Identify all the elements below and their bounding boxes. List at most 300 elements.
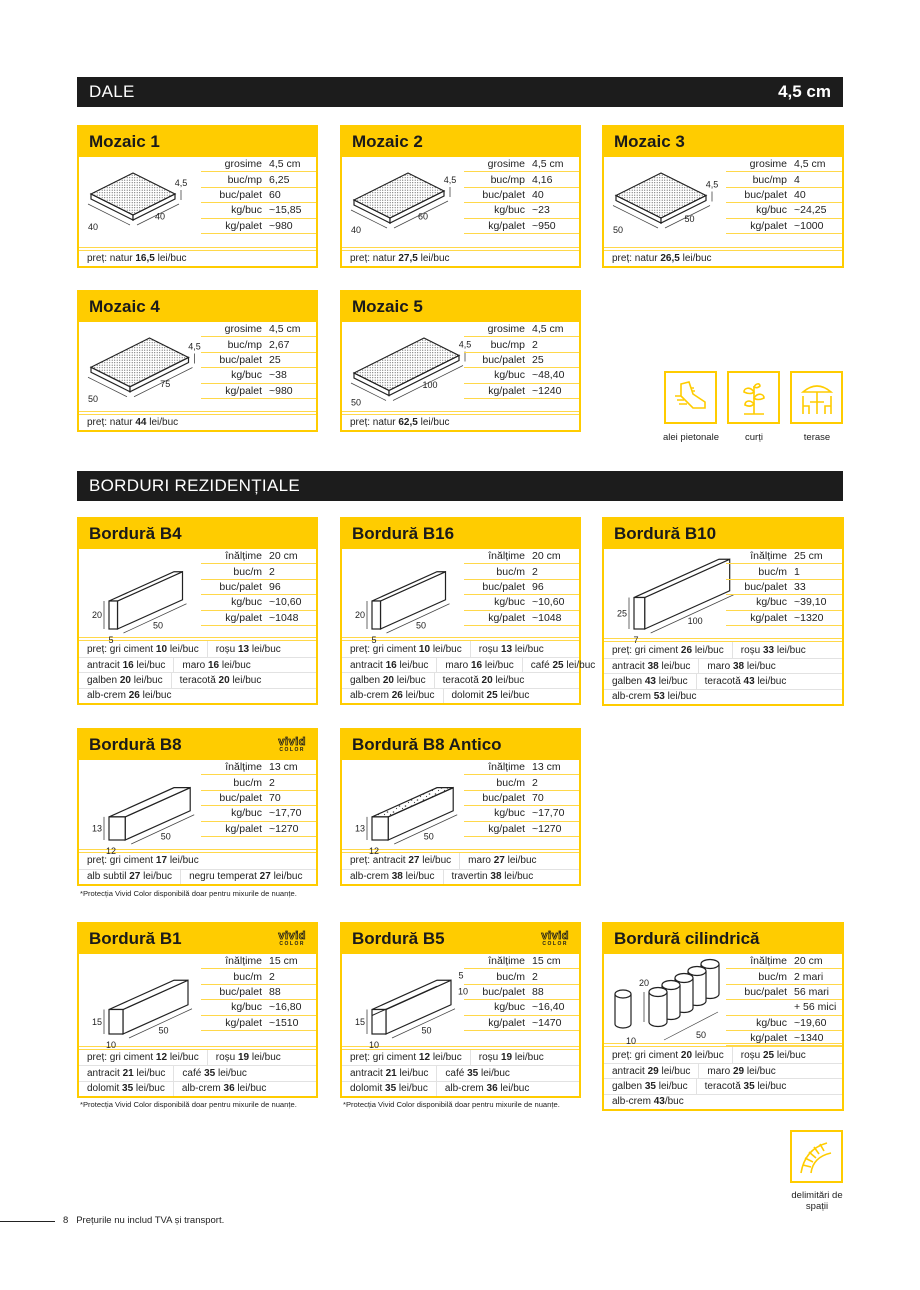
price-value: 29 <box>647 1065 659 1077</box>
spec-label: buc/m <box>233 970 262 983</box>
spec-label: kg/palet <box>750 219 787 232</box>
dimension-label: 50 <box>415 620 427 631</box>
spec-table <box>201 549 316 626</box>
spec-label: buc/palet <box>744 188 787 201</box>
price-list <box>604 247 842 266</box>
spec-value: ~48,40 <box>532 369 565 382</box>
spec-table <box>464 157 579 234</box>
price-row <box>342 415 579 430</box>
spec-row <box>201 384 316 399</box>
spec-value: ~950 <box>532 219 556 232</box>
price-row <box>79 672 316 687</box>
price-unit: lei/buc <box>655 1080 688 1092</box>
use-icon-box <box>664 371 717 424</box>
card-body <box>342 157 579 247</box>
card-header <box>342 127 579 157</box>
price-unit: lei/buc <box>139 690 172 702</box>
price-cell <box>342 1050 470 1065</box>
spec-row <box>464 157 579 172</box>
price-unit: lei/buc <box>133 1067 166 1079</box>
section-header-dale <box>77 77 843 107</box>
price-color: maro <box>707 1065 733 1077</box>
price-list <box>342 247 579 266</box>
spec-row <box>464 775 579 790</box>
spec-value: ~23 <box>532 204 550 217</box>
price-row <box>79 251 316 266</box>
spec-row <box>464 384 579 399</box>
card-body <box>79 549 316 645</box>
product-card <box>340 922 581 1098</box>
spec-value: ~980 <box>269 219 293 232</box>
spec-value: 25 <box>532 353 544 366</box>
spec-value: 13 cm <box>269 761 298 774</box>
spec-label: buc/m <box>758 565 787 578</box>
spec-row <box>201 954 316 969</box>
spec-value: 2 <box>269 970 275 983</box>
price-cell <box>443 870 542 884</box>
price-value: 62,5 <box>398 416 418 428</box>
price-cell <box>604 251 720 266</box>
spec-label: kg/palet <box>225 219 262 232</box>
price-unit: lei/buc <box>774 1049 806 1061</box>
spec-label: buc/m <box>233 776 262 789</box>
dimension-label: 50 <box>350 397 362 408</box>
price-color: galben <box>612 1080 645 1092</box>
product-card <box>602 517 844 706</box>
spec-table <box>201 157 316 234</box>
price-unit: lei/buc <box>754 1080 787 1092</box>
spec-row <box>726 549 842 564</box>
price-cell <box>173 658 258 672</box>
dimension-label: 4,5 <box>443 175 457 185</box>
use-icon-box <box>790 1130 843 1183</box>
price-color: negru temperat <box>189 871 260 883</box>
spec-row <box>726 219 842 234</box>
price-value: 25 <box>552 659 564 671</box>
price-color: antracit <box>612 1065 648 1077</box>
price-unit: lei/buc <box>396 1067 429 1079</box>
dimension-label: 20 <box>354 610 366 620</box>
spec-label: kg/palet <box>488 822 525 835</box>
spec-value: 13 cm <box>532 761 561 774</box>
price-value: 21 <box>122 1067 134 1079</box>
dimension-label: 20 <box>638 978 650 988</box>
price-cell <box>342 1082 436 1096</box>
price-unit: lei/buc <box>167 855 199 867</box>
slab-illustration <box>81 324 201 414</box>
dimension-label: 15 <box>91 1016 103 1027</box>
spec-label: grosime <box>487 323 525 336</box>
terrace-table-icon <box>797 378 837 418</box>
price-unit: lei/buc <box>482 659 514 671</box>
curb-illustration <box>606 551 726 646</box>
price-value: 16 <box>207 659 220 671</box>
price-cell <box>207 1050 289 1065</box>
spec-label: kg/buc <box>231 204 262 217</box>
card-header <box>342 924 579 954</box>
dimension-label: 10 <box>368 1040 380 1050</box>
spec-row <box>201 969 316 984</box>
dimension-label: 40 <box>350 225 362 235</box>
curb-illustration <box>344 956 469 1051</box>
price-color: alb-crem <box>350 690 392 702</box>
dimension-label: 5 <box>108 635 114 645</box>
price-value: 12 <box>155 1052 168 1064</box>
price-unit: lei/buc <box>658 1065 691 1077</box>
spec-row <box>464 353 579 368</box>
price-row <box>342 251 579 266</box>
price-value: 10 <box>418 643 431 655</box>
price-value: 36 <box>486 1083 498 1095</box>
price-unit: lei/buc <box>692 644 724 656</box>
price-color: café <box>182 1067 205 1079</box>
price-unit: lei/buc <box>754 675 787 687</box>
price-unit: lei/buc <box>430 1052 462 1064</box>
spec-value: 20 cm <box>794 955 823 968</box>
curb-illustration <box>81 762 201 857</box>
spec-label: grosime <box>224 158 262 171</box>
spec-row <box>464 595 579 610</box>
card-body <box>604 954 842 1046</box>
spec-label: kg/buc <box>231 1001 262 1014</box>
spec-label: buc/palet <box>219 791 262 804</box>
spec-row <box>464 219 579 234</box>
price-unit: lei/buc <box>512 1052 544 1064</box>
price-row <box>342 1050 579 1065</box>
price-value: 44 <box>135 416 147 428</box>
spec-row <box>726 1000 842 1015</box>
price-color: dolomit <box>87 1083 123 1095</box>
price-unit: lei/buc <box>402 871 435 883</box>
price-value: 38 <box>647 660 659 672</box>
price-value: 25 <box>486 690 498 702</box>
card-body <box>342 954 579 1050</box>
vivid-footnote: *Protecția Vivid Color disponibilă doar pentru mixurile de nuanțe. <box>343 1100 560 1109</box>
spec-value: 20 cm <box>269 550 298 563</box>
price-value: 17 <box>155 855 168 867</box>
spec-row <box>201 322 316 337</box>
spec-row <box>726 188 842 203</box>
spec-table <box>726 157 842 234</box>
price-color: café <box>445 1067 468 1079</box>
plant-icon <box>734 378 774 418</box>
dimension-label: 50 <box>695 1030 707 1040</box>
logo-word: vivid <box>278 736 306 748</box>
spec-row <box>464 954 579 969</box>
spec-row <box>464 203 579 218</box>
shoe-icon <box>671 378 711 418</box>
card-header <box>342 730 579 760</box>
spec-row <box>201 985 316 1000</box>
product-card <box>340 517 596 705</box>
spec-table <box>464 322 579 399</box>
spec-label: kg/buc <box>231 807 262 820</box>
spec-row <box>464 580 579 595</box>
dimension-label: 7 <box>633 635 639 645</box>
spec-value: ~1048 <box>532 611 562 624</box>
price-color: antracit <box>350 659 386 671</box>
spec-value: 15 cm <box>269 955 298 968</box>
curb-illustration <box>81 551 201 646</box>
dimension-label: 50 <box>421 1025 432 1036</box>
card-body <box>342 322 579 411</box>
price-row <box>604 1078 842 1093</box>
card-body <box>604 549 842 645</box>
price-color: roșu <box>478 643 501 655</box>
price-value: 35 <box>122 1083 134 1095</box>
section-title: BORDURI REZIDENȚIALE <box>89 476 300 495</box>
spec-label: buc/palet <box>482 188 525 201</box>
spec-row <box>726 203 842 218</box>
price-color: maro <box>468 855 494 867</box>
spec-label: înălțime <box>225 761 262 774</box>
price-unit: lei/buc <box>504 855 537 867</box>
spec-value: 4,5 cm <box>269 323 301 336</box>
price-unit: lei/buc <box>744 1065 776 1077</box>
price-color: alb-crem <box>612 1096 654 1108</box>
price-row <box>79 657 316 672</box>
price-cell <box>436 1066 518 1080</box>
spec-row <box>201 219 316 234</box>
spec-label: buc/palet <box>482 791 525 804</box>
price-color: galben <box>612 675 645 687</box>
price-cell <box>180 870 310 884</box>
curb-illustration <box>344 551 464 646</box>
price-cell <box>79 415 186 430</box>
dimension-label: 50 <box>684 213 695 224</box>
spec-label: buc/m <box>496 565 525 578</box>
spec-label: buc/m <box>496 776 525 789</box>
price-unit: lei/buc <box>658 660 691 672</box>
price-color: preț: gri ciment <box>87 1052 156 1064</box>
price-cell <box>696 1079 795 1093</box>
spec-value: 2 <box>532 565 538 578</box>
price-unit: lei/buc <box>512 643 544 655</box>
product-title: Mozaic 5 <box>352 297 423 316</box>
price-color: alb-crem <box>181 1083 224 1095</box>
price-unit: lei/buc <box>497 1083 530 1095</box>
price-value: 27 <box>259 871 271 883</box>
price-row <box>342 657 596 672</box>
spec-value: + 56 mici <box>794 1001 837 1014</box>
price-value: 35 <box>644 1080 656 1092</box>
spec-value: 60 <box>269 188 281 201</box>
spec-table <box>201 322 316 399</box>
spec-row <box>464 172 579 187</box>
spec-label: buc/palet <box>744 985 787 998</box>
price-color: alb-crem <box>87 690 129 702</box>
price-cell <box>342 1066 436 1080</box>
price-cell <box>436 1082 538 1096</box>
dimension-label: 20 <box>91 610 103 620</box>
price-value: 29 <box>732 1065 745 1077</box>
price-list <box>79 247 316 266</box>
spec-row <box>464 1000 579 1015</box>
use-icon-box <box>727 371 780 424</box>
price-color: café <box>530 659 553 671</box>
dimension-label: 12 <box>368 846 380 856</box>
price-value: 12 <box>418 1052 431 1064</box>
price-unit: lei/buc <box>393 674 426 686</box>
price-value: 20 <box>382 674 394 686</box>
product-title: Bordură B5 <box>352 929 445 948</box>
price-cell <box>470 641 552 656</box>
price-cell <box>443 689 538 703</box>
price-unit: lei/buc <box>249 1052 281 1064</box>
price-row <box>79 1081 316 1096</box>
price-cell <box>342 415 458 430</box>
card-body <box>604 157 842 247</box>
price-value: 27 <box>408 855 420 867</box>
price-value: 19 <box>500 1052 513 1064</box>
product-card <box>77 290 318 432</box>
price-row <box>79 1065 316 1080</box>
path-border-icon <box>797 1137 837 1177</box>
price-unit: lei/buc <box>154 252 187 264</box>
price-cell <box>171 673 270 687</box>
spec-value: 4,16 <box>532 173 553 186</box>
product-title: Mozaic 2 <box>352 132 423 151</box>
price-unit: lei/buc <box>229 674 262 686</box>
spec-value: ~1240 <box>532 384 562 397</box>
slab-illustration <box>81 159 201 249</box>
spec-row <box>201 580 316 595</box>
price-unit: lei/buc <box>492 674 525 686</box>
price-cell <box>434 673 533 687</box>
price-cell <box>604 674 696 688</box>
spec-value: 2 <box>269 565 275 578</box>
price-unit: lei/buc <box>130 674 163 686</box>
spec-value: ~980 <box>269 384 293 397</box>
price-color: dolomit <box>350 1083 386 1095</box>
spec-row <box>201 1016 316 1031</box>
spec-row <box>464 791 579 806</box>
spec-row <box>201 157 316 172</box>
section-title: DALE <box>89 82 135 101</box>
product-card <box>602 922 844 1111</box>
dimension-label: 50 <box>152 620 164 631</box>
price-unit: lei/buc <box>146 416 179 428</box>
dimension-label: 13 <box>91 823 103 834</box>
price-value: 43 <box>644 675 656 687</box>
spec-value: ~1270 <box>269 822 299 835</box>
card-header <box>79 292 316 322</box>
price-color: maro <box>707 660 733 672</box>
spec-label: kg/buc <box>756 204 787 217</box>
price-color: maro <box>182 659 208 671</box>
product-card <box>77 922 318 1098</box>
price-list <box>604 638 842 704</box>
price-value: 27 <box>493 855 505 867</box>
price-color: teracotă <box>704 1080 744 1092</box>
price-cell <box>79 1050 207 1065</box>
spec-row <box>726 611 842 626</box>
price-cell <box>207 641 289 656</box>
spec-row <box>201 353 316 368</box>
price-unit: lei/buc <box>655 675 688 687</box>
footer-rule <box>0 1221 55 1222</box>
spec-label: buc/palet <box>482 985 525 998</box>
price-row <box>342 688 579 703</box>
spec-row <box>726 172 842 187</box>
price-unit: lei/buc <box>234 1083 267 1095</box>
spec-value: ~15,85 <box>269 204 302 217</box>
price-unit: lei/buc <box>478 1067 510 1079</box>
spec-row <box>464 549 579 564</box>
price-color: preț: gri ciment <box>350 643 419 655</box>
price-color: alb-crem <box>350 871 392 883</box>
spec-row <box>201 791 316 806</box>
price-list <box>79 1046 316 1096</box>
use-label: alei pietonale <box>663 432 719 443</box>
spec-row <box>201 549 316 564</box>
dimension-label: 50 <box>158 1025 169 1036</box>
spec-value: 88 <box>269 985 281 998</box>
product-title: Bordură B16 <box>352 524 455 543</box>
price-unit: lei/buc <box>249 643 281 655</box>
spec-label: buc/mp <box>227 173 262 186</box>
price-cell <box>459 853 544 868</box>
price-color: preț: gri ciment <box>87 643 156 655</box>
price-cell <box>342 870 443 884</box>
product-card <box>340 290 581 432</box>
vivid-color-logo <box>541 931 569 947</box>
spec-label: kg/palet <box>488 1016 525 1029</box>
price-cell <box>470 1050 552 1065</box>
price-color: teracotă <box>179 674 219 686</box>
dimension-label: 50 <box>612 225 624 235</box>
price-cell <box>342 673 434 687</box>
spec-value: 33 <box>794 580 806 593</box>
spec-label: grosime <box>224 323 262 336</box>
dimension-label: 10 <box>625 1036 637 1046</box>
spec-value: ~1000 <box>794 219 824 232</box>
dimension-label: 50 <box>160 831 171 842</box>
price-value: 16,5 <box>135 252 155 264</box>
price-unit: lei/buc <box>692 1049 724 1061</box>
product-card <box>77 728 318 886</box>
spec-value: 6,25 <box>269 173 290 186</box>
spec-label: buc/m <box>233 565 262 578</box>
card-body <box>79 954 316 1050</box>
spec-label: kg/palet <box>225 1016 262 1029</box>
page-number: 8 <box>63 1215 69 1226</box>
dimension-label: 4,5 <box>174 178 188 188</box>
price-cell <box>79 658 173 672</box>
logo-sub: COLOR <box>279 747 305 753</box>
spec-row <box>201 564 316 579</box>
spec-label: kg/palet <box>750 611 787 624</box>
spec-value: ~1470 <box>532 1016 562 1029</box>
price-cell <box>436 658 521 672</box>
price-value: 53 <box>653 691 665 703</box>
spec-row <box>464 760 579 775</box>
price-value: 35 <box>467 1067 479 1079</box>
price-value: 35 <box>385 1083 397 1095</box>
price-row <box>604 689 842 704</box>
dimension-label: 5 <box>371 635 377 645</box>
spec-value: ~38 <box>269 369 287 382</box>
dimension-label: 4,5 <box>188 341 201 352</box>
spec-label: kg/buc <box>756 1016 787 1029</box>
slab-illustration <box>344 324 472 414</box>
price-unit: lei/buc <box>133 1083 165 1095</box>
product-title: Bordură B8 <box>89 735 182 754</box>
price-value: 35 <box>204 1067 216 1079</box>
price-row <box>604 658 842 673</box>
spec-value: 15 cm <box>532 955 561 968</box>
spec-label: kg/buc <box>756 596 787 609</box>
